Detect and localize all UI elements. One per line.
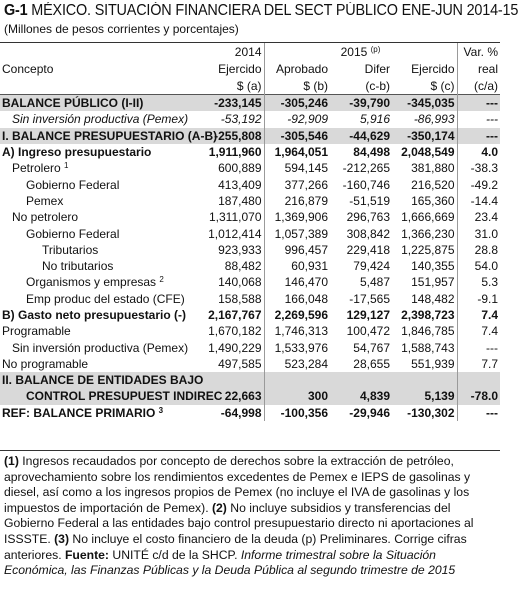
title-text: MÉXICO. SITUACIÓN FINANCIERA DEL SECT PÚBLICO ENE-JUN 2014-15 [31,2,518,19]
cell-2015-aprobado-text: -100,356 [280,405,328,420]
cell-2015-aprobado [264,193,330,209]
cell-2014-ejercido [192,339,264,355]
cell-var-real [457,209,500,225]
table-row [0,258,500,274]
cell-2014-ejercido-text: -233,145 [214,96,262,111]
row-label [0,388,223,404]
table-row [0,405,500,421]
cell-var-real-text: 7.7 [481,356,499,371]
row-label [0,323,192,339]
row-label-text: No petrolero [12,210,79,225]
cell-2015-ejercido [392,323,457,339]
cell-2014-ejercido [192,176,264,192]
row-label-text: Sin inversión productiva (Pemex) [12,112,189,127]
table-body [0,95,500,421]
cell-var-real [457,242,500,258]
row-label [0,307,192,323]
cell-2015-aprobado-text: -92,909 [287,112,328,127]
header-blank [0,43,192,60]
cell-2015-ejercido [392,144,457,160]
note-1-marker: (1) [4,454,19,468]
cell-2014-ejercido-text: 187,480 [218,193,262,208]
cell-2015-difer-text: -29,946 [349,405,390,420]
cell-var-real-text: --- [486,96,499,111]
table-row [0,95,500,112]
row-label-text: B) Gasto neto presupuestario (-) [2,308,187,322]
cell-2014-ejercido [192,274,264,290]
table-row [0,388,500,404]
header-var: Var. % [457,43,500,60]
cell-2015-aprobado-text: 1,746,313 [274,324,328,339]
table-row [0,323,500,339]
cell-2015-difer-text: -160,746 [342,177,390,192]
cell-var-real-text: 7.4 [481,324,499,339]
cell-2015-ejercido-text: 5,139 [424,389,455,404]
cell-2014-ejercido [192,95,264,112]
cell-var-real-text: -14.4 [470,193,499,208]
cell-2015-ejercido [392,95,457,112]
cell-2015-difer-text: 28,655 [353,356,390,371]
cell-var-real [457,128,500,144]
cell-var-real-text: 23.4 [474,210,499,225]
cell-2014-ejercido [192,111,264,127]
cell-2015-ejercido [392,160,457,176]
cell-2015-aprobado [264,405,330,421]
cell-var-real-text: --- [486,112,499,127]
cell-var-real-text: --- [486,128,499,143]
cell-2015-difer-text: 84,498 [353,145,390,160]
cell-2015-ejercido [392,307,457,323]
cell-2014-ejercido [192,291,264,307]
cell-var-real [457,225,500,241]
table-header [0,43,500,95]
cell-2015-difer-text: 5,487 [359,275,390,290]
cell-2015-difer-text: 229,418 [346,242,390,257]
cell-2014-ejercido-text: 140,068 [218,275,262,290]
cell-2014-ejercido-text: 1,311,070 [209,210,262,225]
header-concepto: Concepto [2,61,54,76]
cell-2015-aprobado [264,258,330,274]
cell-2015-ejercido [392,339,457,355]
cell-2014-ejercido-text: -64,998 [220,405,262,420]
cell-2014-ejercido-text: 600,889 [218,161,262,176]
table-row [0,274,500,290]
row-label-text: BALANCE PÚBLICO (I-II) [2,96,144,111]
cell-2015-difer [330,372,392,388]
cell-2015-difer [330,258,392,274]
row-label [0,258,192,274]
cell-2014-ejercido-text: 413,409 [218,177,262,192]
cell-var-real-text: --- [486,340,499,355]
note-2-text: No incluye subsidios y transferencias del Gobierno Federal a las entidades bajo control presupuestario directo ni aportaciones al ISSSTE. [4,500,474,546]
cell-var-real-text: -38.3 [470,161,499,176]
cell-2014-ejercido-text: 923,933 [218,242,262,257]
footnote-marker: 3 [158,405,164,415]
cell-2015-ejercido [392,193,457,209]
cell-2015-difer [330,339,392,355]
cell-var-real-text: -78.0 [470,389,499,404]
cell-2015-difer [330,95,392,112]
header-difer: Difer [364,61,390,76]
header-unit-a: $ (a) [236,78,262,93]
table-row [0,225,500,241]
cell-var-real [457,356,500,372]
header-real: real [457,60,500,77]
cell-var-real [457,95,500,112]
cell-2015-aprobado-text: -305,246 [280,96,328,111]
cell-var-real [457,307,500,323]
cell-2015-ejercido [392,258,457,274]
cell-2015-difer-text: 129,127 [346,308,390,322]
cell-var-real [457,176,500,192]
cell-2015-ejercido-text: 165,360 [411,193,455,208]
row-label [0,111,192,127]
cell-var-real-text: 4.0 [481,145,499,160]
cell-2014-ejercido-text: 1,490,229 [208,340,262,355]
cell-2015-difer-text: 4,839 [359,389,390,404]
cell-2014-ejercido-text: 1,670,182 [208,324,262,339]
cell-2014-ejercido-text: 158,588 [218,291,262,306]
cell-2015-aprobado-text: 216,879 [284,193,328,208]
cell-2014-ejercido [192,323,264,339]
row-label [0,160,192,176]
cell-2015-difer-text: 54,767 [353,340,390,355]
cell-2015-difer-text: -44,629 [349,128,390,143]
row-label-text: Emp produc del estado (CFE) [26,291,185,306]
table-row [0,242,500,258]
cell-2015-ejercido [392,291,457,307]
cell-2015-aprobado-text: 1,369,906 [274,210,328,225]
cell-var-real [457,193,500,209]
cell-2015-difer [330,323,392,339]
cell-var-real [457,274,500,290]
cell-var-real [457,388,500,404]
cell-2015-aprobado [264,225,330,241]
cell-2015-aprobado [264,291,330,307]
header-ejercido-c: Ejercido [411,61,455,76]
header-unit-ca: (c/a) [457,77,500,95]
header-unit-b: $ (b) [264,77,330,95]
cell-2015-aprobado [264,209,330,225]
cell-2015-difer [330,209,392,225]
row-label [0,193,192,209]
header-year-2015 [264,43,457,60]
cell-2015-aprobado-text: 1,964,051 [274,145,328,160]
cell-2015-ejercido [392,242,457,258]
cell-var-real [457,111,500,127]
cell-2014-ejercido [192,356,264,372]
cell-2015-difer [330,160,392,176]
cell-2015-ejercido-text: 1,366,230 [401,226,455,241]
table-row [0,193,500,209]
row-label-text: No tributarios [42,259,114,274]
cell-2015-ejercido [392,356,457,372]
cell-2015-difer-text: 79,424 [353,259,390,274]
cell-2015-ejercido [392,372,457,388]
table-row [0,144,500,160]
cell-2015-ejercido-text: 551,939 [411,356,455,371]
cell-2015-difer-text: 308,842 [346,226,390,241]
cell-2015-ejercido [392,128,457,144]
cell-2015-aprobado-text: 523,284 [284,356,328,371]
header-ejercido-a: Ejercido [218,61,262,76]
cell-2015-ejercido [392,209,457,225]
row-label [0,176,192,192]
footnotes [4,454,498,579]
cell-2015-difer [330,111,392,127]
cell-2015-aprobado [264,111,330,127]
cell-2015-ejercido [392,111,457,127]
table-row [0,291,500,307]
cell-var-real [457,258,500,274]
cell-2015-difer [330,388,392,404]
table-row [0,339,500,355]
footnote-marker: 1 [64,161,69,171]
header-year-2015-preliminar: (p) [370,44,381,54]
cell-2015-aprobado [264,160,330,176]
cell-2015-ejercido [392,176,457,192]
cell-2015-aprobado [264,128,330,144]
note-3-marker: (3) [54,531,70,546]
row-label [0,372,204,388]
row-label-text: I. BALANCE PRESUPUESTARIO (A-B) [2,128,218,143]
cell-2015-aprobado-text: 60,931 [291,259,328,274]
cell-2015-aprobado-text: 1,057,389 [274,226,328,241]
cell-2015-difer [330,225,392,241]
cell-2014-ejercido-text: -53,192 [220,112,262,127]
row-label-text: Gobierno Federal [26,226,120,241]
cell-2015-difer-text: 296,763 [346,210,390,225]
table-row [0,128,500,144]
row-label [0,242,192,258]
table-row [0,307,500,323]
cell-2014-ejercido-text: 88,482 [224,259,262,274]
cell-var-real-text: 28.8 [474,242,499,257]
cell-2014-ejercido-text: 497,585 [218,356,262,371]
cell-2015-ejercido-text: 140,355 [411,259,455,274]
page-subtitle: (Millones de pesos corrientes y porcentajes) [4,22,239,36]
cell-2015-ejercido-text: 2,048,549 [401,145,455,160]
row-label [0,356,192,372]
row-label-text: Petrolero [12,161,61,176]
cell-2015-difer [330,356,392,372]
source-publication: Informe trimestral sobre la Situación Económica, las Finanzas Públicas y la Deuda Pública al segundo trimestre de 2015 [4,547,456,578]
cell-2015-ejercido-text: 1,225,875 [401,242,455,257]
cell-2014-ejercido [192,225,264,241]
row-label [0,144,192,160]
cell-2015-difer-text: -51,519 [349,193,390,208]
cell-2015-difer [330,405,392,421]
cell-2015-ejercido-text: -345,035 [407,96,455,111]
row-label [0,274,192,290]
cell-2014-ejercido [192,160,264,176]
table-row [0,372,500,388]
cell-2015-difer [330,307,392,323]
cell-2015-ejercido-text: -86,993 [413,112,455,127]
cell-2014-ejercido [192,405,264,421]
cell-2015-difer [330,144,392,160]
cell-2014-ejercido-text: 2,167,767 [208,308,262,322]
row-label-text: A) Ingreso presupuestario [2,145,152,160]
cell-2014-ejercido [192,307,264,323]
row-label [0,209,192,225]
cell-var-real-text: --- [486,405,499,420]
row-label-text: REF: BALANCE PRIMARIO [2,405,156,420]
cell-var-real [457,323,500,339]
row-label [0,225,192,241]
source-label: Fuente: [64,547,109,562]
cell-2015-difer-text: 100,472 [346,324,390,339]
cell-2015-ejercido [392,225,457,241]
row-label-text: Organismos y empresas [26,275,157,290]
cell-2015-difer-text: -212,265 [342,161,390,176]
row-label-text: Pemex [26,193,64,208]
bottom-rule [0,450,500,451]
cell-2015-difer [330,274,392,290]
cell-2014-ejercido [192,242,264,258]
row-label-text: CONTROL PRESUPUEST INDIREC [26,389,223,404]
cell-2015-aprobado [264,307,330,323]
cell-2015-ejercido [392,274,457,290]
cell-2015-aprobado-text: 2,269,596 [274,308,328,322]
cell-var-real-text: 7.4 [481,308,499,322]
header-unit-cb: (c-b) [365,78,390,93]
cell-var-real [457,372,500,388]
header-year-2015-label: 2015 [340,44,368,59]
cell-var-real [457,339,500,355]
cell-2015-difer-text: -17,565 [349,291,390,306]
row-label-text: Sin inversión productiva (Pemex) [12,340,189,355]
cell-2015-aprobado [264,274,330,290]
note-1-text: Ingresos recaudados por concepto de derechos sobre la extracción de petróleo, aprovechamiento sobre los rendimientos excedentes de Pemex e IEPS de gasolinas y diesel, así como a los ingresos propios de Pemex (no incluye el IVA de gasolinas y los impuestos de importación de Pemex). [4,454,471,515]
cell-2015-difer [330,128,392,144]
cell-2015-aprobado-text: 996,457 [284,242,328,257]
cell-2015-difer-text: -39,790 [349,96,390,111]
cell-var-real [457,144,500,160]
row-label [0,339,192,355]
cell-var-real-text: 54.0 [474,259,499,274]
cell-2015-difer [330,242,392,258]
note-3-text: No incluye el costo financiero de la deuda (p) Preliminares. Corrige cifras anteriores. [4,531,467,562]
cell-2014-ejercido [192,258,264,274]
cell-2015-ejercido-text: 151,957 [411,275,455,290]
row-label-text: Tributarios [42,242,99,257]
row-label-text: II. BALANCE DE ENTIDADES BAJO [2,373,204,388]
table-row [0,111,500,127]
cell-2014-ejercido-text: 1,911,960 [208,145,262,160]
footnote-marker: 2 [159,275,164,285]
cell-2015-aprobado-text: 146,470 [284,275,328,290]
cell-var-real [457,160,500,176]
cell-2015-aprobado-text: 300 [307,389,328,404]
cell-2014-ejercido [192,144,264,160]
row-label-text: No programable [2,356,89,371]
cell-2015-difer [330,193,392,209]
cell-2015-ejercido-text: 1,666,669 [401,210,455,225]
cell-2015-ejercido [392,405,457,421]
row-label [0,95,192,112]
source-text: UNITÉ c/d de la SHCP. [112,547,238,562]
cell-2014-ejercido-text: 22,663 [224,389,262,404]
cell-2015-aprobado [264,356,330,372]
cell-2015-aprobado [264,95,330,112]
cell-2015-aprobado [264,242,330,258]
cell-2015-aprobado [264,144,330,160]
row-label [0,291,192,307]
header-year-2014: 2014 [234,44,262,59]
header-unit-c: $ (c) [430,78,455,93]
cell-2014-ejercido-text: 1,012,414 [208,226,262,241]
cell-2015-aprobado [264,388,330,404]
table-row [0,356,500,372]
cell-2015-ejercido-text: 216,520 [411,177,455,192]
cell-2015-aprobado [264,176,330,192]
cell-2015-aprobado [264,323,330,339]
cell-2015-ejercido-text: 1,588,743 [401,340,455,355]
figure-code: G-1 [4,2,28,19]
cell-2015-aprobado-text: -305,546 [280,128,328,143]
cell-2015-ejercido-text: 1,846,785 [401,324,455,339]
cell-2014-ejercido [192,209,264,225]
row-label-text: Programable [2,324,71,339]
table-row [0,176,500,192]
cell-var-real-text: -49.2 [470,177,499,192]
table-row [0,209,500,225]
cell-var-real-text: 31.0 [474,226,499,241]
row-label [0,128,218,144]
cell-2015-aprobado [264,339,330,355]
cell-2015-aprobado-text: 1,533,976 [274,340,328,355]
cell-var-real-text: 5.3 [481,275,499,290]
cell-2015-ejercido-text: 381,880 [411,161,455,176]
cell-var-real-text: -9.1 [477,291,499,306]
cell-var-real [457,291,500,307]
cell-2015-aprobado-text: 594,145 [284,161,328,176]
page-title [4,2,518,20]
cell-2015-ejercido-text: 2,398,723 [401,308,455,322]
row-label [0,405,192,421]
cell-2015-aprobado-text: 377,266 [284,177,328,192]
cell-var-real [457,405,500,421]
cell-2015-aprobado-text: 166,048 [284,291,328,306]
cell-2015-ejercido-text: -130,302 [407,405,455,420]
header-aprobado: Aprobado [264,60,330,77]
cell-2015-ejercido-text: 148,482 [411,291,455,306]
header-blank-2 [0,77,192,95]
cell-2014-ejercido-text: -255,808 [214,128,262,143]
financial-table [0,43,500,421]
cell-2015-difer [330,291,392,307]
cell-2015-difer [330,176,392,192]
cell-2015-ejercido-text: -350,174 [407,128,455,143]
cell-2014-ejercido [192,193,264,209]
note-2-marker: (2) [211,500,227,515]
table-row [0,160,500,176]
row-label-text: Gobierno Federal [26,177,120,192]
cell-2015-difer-text: 5,916 [359,112,390,127]
cell-2015-aprobado [264,372,330,388]
cell-2015-ejercido [392,388,457,404]
